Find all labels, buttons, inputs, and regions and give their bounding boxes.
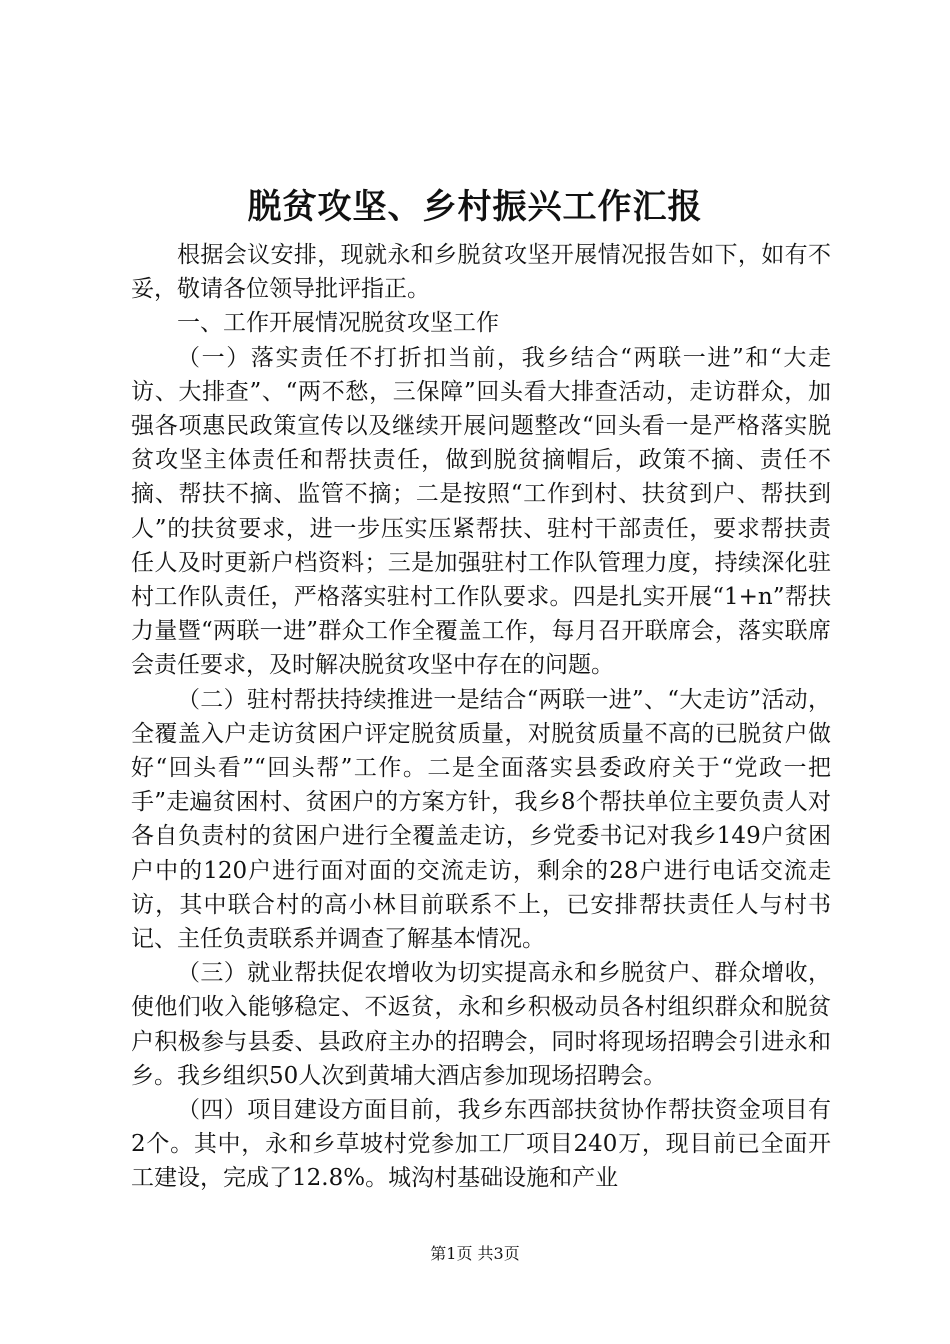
paragraph-item-4: （四）项目建设方面目前，我乡东西部扶贫协作帮扶资金项目有2个。其中，永和乡草坡村党参加工厂项目240万，现目前已全面开工建设，完成了12.8%。城沟村基础设施和产业	[131, 1097, 831, 1192]
paragraph-section-heading: 一、工作开展情况脱贫攻坚工作	[177, 310, 499, 337]
paragraph-intro: 根据会议安排，现就永和乡脱贫攻坚开展情况报告如下，如有不妥，敬请各位领导批评指正。	[131, 242, 831, 303]
paragraph-item-3: （三）就业帮扶促农增收为切实提高永和乡脱贫户、群众增收，使他们收入能够稳定、不返贫，永和乡积极动员各村组织群众和脱贫户积极参与县委、县政府主办的招聘会，同时将现场招聘会引进永和乡。我乡组织50人次到黄埔大酒店参加现场招聘会。	[131, 960, 831, 1089]
document-title: 脱贫攻坚、乡村振兴工作汇报	[247, 187, 703, 227]
paragraph-item-2: （二）驻村帮扶持续推进一是结合“两联一进”、“大走访”活动，全覆盖入户走访贫困户评定脱贫质量，对脱贫质量不高的已脱贫户做好“回头看”“回头帮”工作。二是全面落实县委政府关于“党政一把手”走遍贫困村、贫困户的方案方针，我乡8个帮扶单位主要负责人对各自负责村的贫困户进行全覆盖走访，乡党委书记对我乡149户贫困户中的120户进行面对面的交流走访，剩余的28户进行电话交流走访，其中联合村的高小林目前联系不上，已安排帮扶责任人与村书记、主任负责联系并调查了解基本情况。	[131, 686, 831, 953]
paragraph-item-1: （一）落实责任不打折扣当前，我乡结合“两联一进”和“大走访、大排查”、“两不愁，三保障”回头看大排查活动，走访群众，加强各项惠民政策宣传以及继续开展问题整改“回头看一是严格落实脱贫攻坚主体责任和帮扶责任，做到脱贫摘帽后，政策不摘、责任不摘、帮扶不摘、监管不摘；二是按照“工作到村、扶贫到户、帮扶到人”的扶贫要求，进一步压实压紧帮扶、驻村干部责任，要求帮扶责任人及时更新户档资料；三是加强驻村工作队管理力度，持续深化驻村工作队责任，严格落实驻村工作队要求。四是扎实开展“1+n”帮扶力量暨“两联一进”群众工作全覆盖工作，每月召开联席会，落实联席会责任要求，及时解决脱贫攻坚中存在的问题。	[131, 344, 831, 679]
page-number-footer: 第1页 共3页	[430, 1244, 520, 1263]
document-body	[131, 238, 831, 1196]
